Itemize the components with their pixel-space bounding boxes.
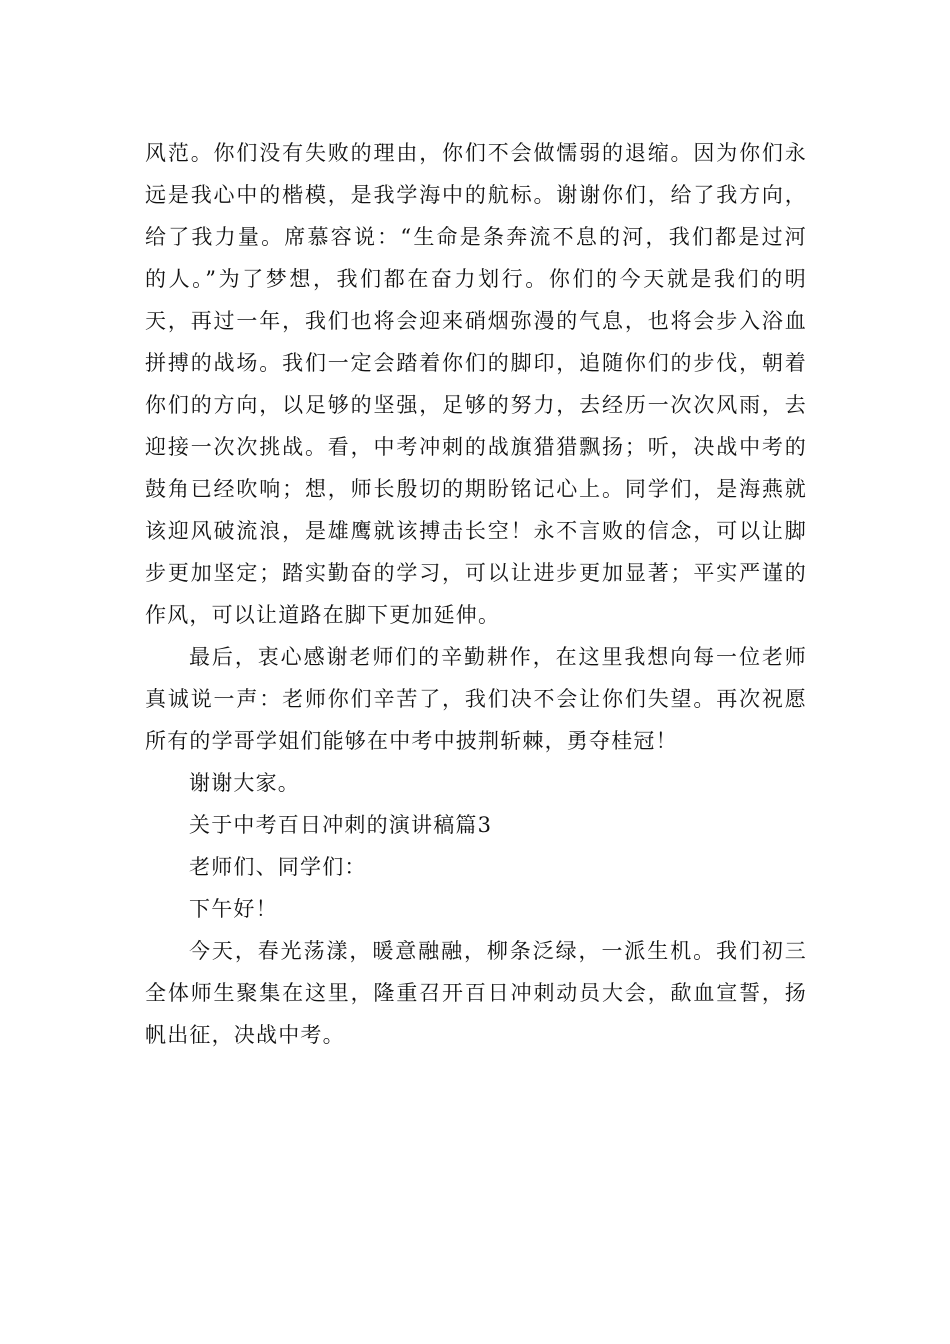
text-line: 该迎风破流浪，是雄鹰就该搏击长空！永不言败的信念，可以让脚	[145, 519, 807, 543]
text-line: 步更加坚定；踏实勤奋的学习，可以让进步更加显著；平实严谨的	[145, 561, 807, 585]
paragraph-opening	[145, 930, 807, 1056]
text-line: 远是我心中的楷模，是我学海中的航标。谢谢你们，给了我方向，	[145, 183, 807, 207]
text-line: 鼓角已经吹响；想，师长殷切的期盼铭记心上。同学们，是海燕就	[145, 477, 807, 501]
section-title: 关于中考百日冲刺的演讲稿篇3	[189, 813, 493, 837]
section-heading	[145, 804, 807, 846]
paragraph-greeting	[145, 888, 807, 930]
text-line: 谢谢大家。	[189, 771, 300, 795]
text-line: 真诚说一声：老师你们辛苦了，我们决不会让你们失望。再次祝愿	[145, 687, 807, 711]
text-line: 给了我力量。席慕容说：“生命是条奔流不息的河，我们都是过河	[145, 225, 807, 249]
text-line: 帆出征，决战中考。	[145, 1023, 345, 1047]
text-line: 风范。你们没有失败的理由，你们不会做懦弱的退缩。因为你们永	[145, 141, 807, 165]
text-line: 全体师生聚集在这里，隆重召开百日冲刺动员大会，歃血宣誓，扬	[145, 981, 807, 1005]
text-line: 今天，春光荡漾，暖意融融，柳条泛绿，一派生机。我们初三	[189, 939, 807, 963]
text-line: 老师们、同学们：	[189, 855, 367, 879]
paragraph-closing	[145, 762, 807, 804]
text-line: 天，再过一年，我们也将会迎来硝烟弥漫的气息，也将会步入浴血	[145, 309, 807, 333]
text-line: 作风，可以让道路在脚下更加延伸。	[145, 603, 501, 627]
text-line: 的人。”为了梦想，我们都在奋力划行。你们的今天就是我们的明	[145, 267, 807, 291]
text-line: 迎接一次次挑战。看，中考冲刺的战旗猎猎飘扬；听，决战中考的	[145, 435, 807, 459]
paragraph-tribute	[145, 132, 807, 636]
paragraph-salutation	[145, 846, 807, 888]
paragraph-thanks-teachers	[145, 636, 807, 762]
text-line: 最后，衷心感谢老师们的辛勤耕作，在这里我想向每一位老师	[189, 645, 807, 669]
text-line: 你们的方向，以足够的坚强，足够的努力，去经历一次次风雨，去	[145, 393, 807, 417]
text-line: 拼搏的战场。我们一定会踏着你们的脚印，追随你们的步伐，朝着	[145, 351, 807, 375]
document-body	[145, 132, 807, 1056]
text-line: 所有的学哥学姐们能够在中考中披荆斩棘，勇夺桂冠！	[145, 729, 678, 753]
text-line: 下午好！	[189, 897, 278, 921]
